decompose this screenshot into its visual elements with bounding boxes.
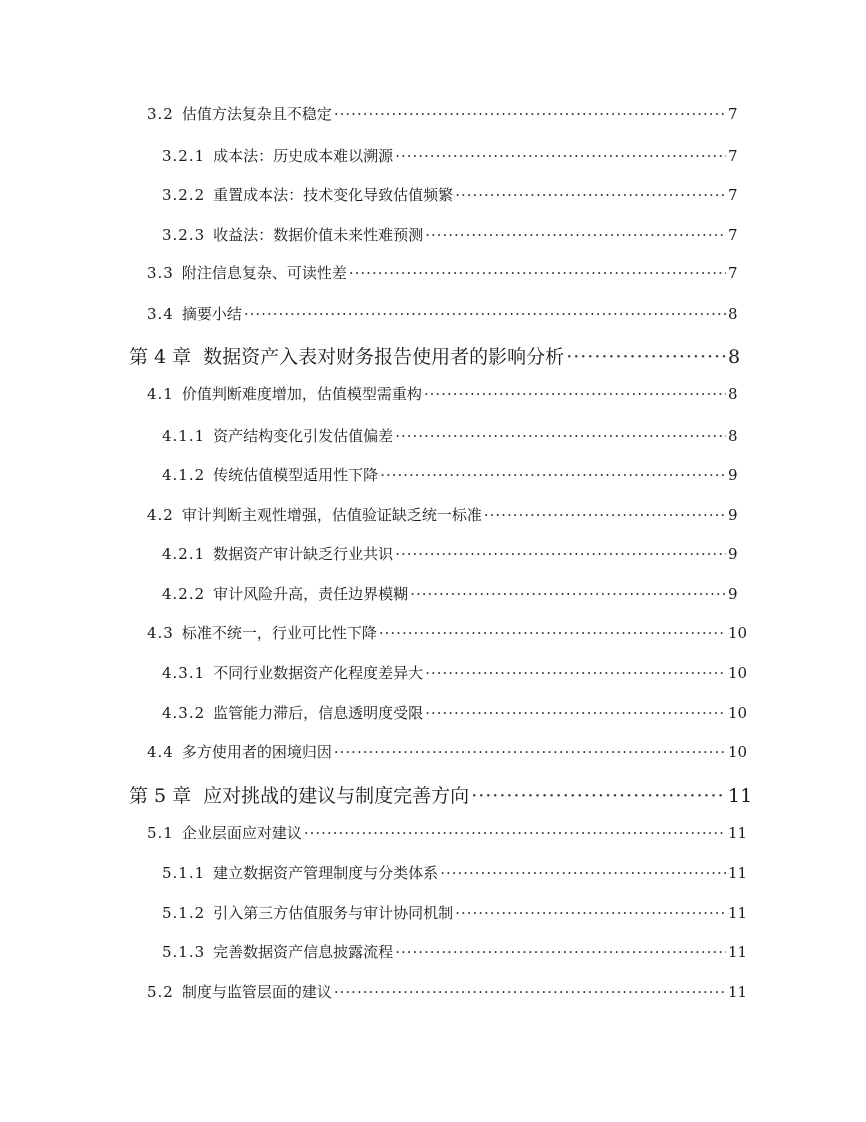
toc-entry-number: 5.1.3: [162, 943, 206, 961]
toc-entry[interactable]: [162, 662, 748, 683]
toc-dot-leader: [471, 785, 726, 807]
toc-entry[interactable]: [162, 583, 736, 604]
toc-dot-leader: [304, 824, 726, 842]
toc-dot-leader: [425, 226, 726, 244]
toc-entry-page: 8: [728, 305, 738, 323]
toc-entry-page: 11: [728, 904, 748, 922]
toc-entry-page: 7: [728, 105, 738, 123]
toc-entry-page: 8: [728, 346, 741, 368]
toc-dot-leader: [425, 704, 726, 722]
toc-entry-title: 收益法：数据价值未来性难预测: [213, 226, 424, 244]
toc-entry-number: 4.2.2: [162, 585, 206, 603]
toc-entry-number: 4.1: [147, 385, 174, 403]
toc-entry-number: 第 4 章: [129, 346, 192, 368]
toc-entry-title: 监管能力滞后，信息透明度受限: [213, 704, 424, 722]
toc-entry[interactable]: [162, 902, 748, 923]
toc-entry-page: 11: [728, 983, 748, 1001]
toc-entry-number: 4.2.1: [162, 545, 206, 563]
toc-entry-title: 应对挑战的建议与制度完善方向: [203, 785, 470, 807]
toc-entry-page: 9: [728, 506, 738, 524]
toc-dot-leader: [425, 664, 726, 682]
toc-entry-page: 9: [728, 466, 738, 484]
toc-entry[interactable]: [162, 862, 748, 883]
toc-entry[interactable]: [162, 184, 736, 205]
toc-entry[interactable]: [162, 702, 748, 723]
toc-entry-page: 7: [728, 226, 738, 244]
toc-dot-leader: [380, 466, 726, 484]
toc-entry-number: 4.3.1: [162, 664, 206, 682]
toc-entry[interactable]: [147, 741, 748, 762]
toc-entry-page: 11: [728, 824, 748, 842]
toc-entry[interactable]: [147, 822, 748, 843]
toc-entry[interactable]: [147, 303, 736, 324]
toc-entry-page: 11: [728, 943, 748, 961]
toc-entry[interactable]: [147, 103, 736, 124]
toc-entry-number: 4.3: [147, 624, 174, 642]
toc-entry[interactable]: [129, 342, 741, 369]
toc-dot-leader: [395, 943, 726, 961]
toc-entry-number: 4.4: [147, 743, 174, 761]
toc-dot-leader: [410, 585, 726, 603]
toc-dot-leader: [395, 545, 726, 563]
toc-entry-number: 5.1.1: [162, 864, 206, 882]
toc-entry-number: 第 5 章: [129, 785, 192, 807]
toc-dot-leader: [455, 904, 726, 922]
toc-entry-title: 成本法：历史成本难以溯源: [213, 147, 394, 165]
toc-entry[interactable]: [147, 262, 736, 283]
toc-entry-page: 7: [728, 147, 738, 165]
toc-entry[interactable]: [129, 781, 753, 808]
toc-entry-title: 建立数据资产管理制度与分类体系: [213, 864, 439, 882]
toc-entry-title: 审计风险升高，责任边界模糊: [213, 585, 409, 603]
toc-entry-page: 8: [728, 427, 738, 445]
toc-entry-title: 附注信息复杂、可读性差: [181, 264, 347, 282]
toc-entry-title: 引入第三方估值服务与审计协同机制: [213, 904, 454, 922]
toc-entry-number: 5.1.2: [162, 904, 206, 922]
toc-entry-number: 3.3: [147, 264, 174, 282]
toc-entry[interactable]: [162, 425, 736, 446]
toc-entry-title: 标准不统一，行业可比性下降: [181, 624, 377, 642]
toc-entry-title: 价值判断难度增加，估值模型需重构: [181, 385, 422, 403]
toc-entry-number: 5.2: [147, 983, 174, 1001]
toc-dot-leader: [334, 743, 726, 761]
toc-dot-leader: [484, 506, 726, 524]
toc-entry-title: 传统估值模型适用性下降: [213, 466, 379, 484]
toc-entry[interactable]: [147, 504, 736, 525]
toc-entry-page: 10: [728, 743, 748, 761]
toc-dot-leader: [424, 385, 726, 403]
toc-entry-number: 4.3.2: [162, 704, 206, 722]
toc-entry-number: 4.2: [147, 506, 174, 524]
toc-dot-leader: [455, 186, 726, 204]
toc-dot-leader: [244, 305, 726, 323]
toc-entry-title: 数据资产审计缺乏行业共识: [213, 545, 394, 563]
toc-entry-title: 估值方法复杂且不稳定: [181, 105, 332, 123]
toc-entry-title: 多方使用者的困境归因: [181, 743, 332, 761]
toc-dot-leader: [379, 624, 726, 642]
toc-entry-title: 资产结构变化引发估值偏差: [213, 427, 394, 445]
toc-entry-number: 3.2.1: [162, 147, 206, 165]
toc-entry-number: 3.2.2: [162, 186, 206, 204]
toc-entry-number: 4.1.2: [162, 466, 206, 484]
toc-dot-leader: [566, 346, 726, 368]
toc-entry[interactable]: [147, 383, 736, 404]
toc-entry-number: 3.2.3: [162, 226, 206, 244]
toc-entry-number: 4.1.1: [162, 427, 206, 445]
toc-dot-leader: [395, 427, 726, 445]
toc-entry-title: 完善数据资产信息披露流程: [213, 943, 394, 961]
toc-entry-page: 9: [728, 545, 738, 563]
toc-dot-leader: [334, 983, 726, 1001]
toc-entry-page: 11: [728, 864, 748, 882]
toc-entry-page: 10: [728, 704, 748, 722]
toc-entry-page: 11: [728, 785, 753, 807]
toc-entry-title: 制度与监管层面的建议: [181, 983, 332, 1001]
toc-entry-title: 审计判断主观性增强，估值验证缺乏统一标准: [181, 506, 482, 524]
toc-entry[interactable]: [162, 145, 736, 166]
toc-entry-title: 重置成本法：技术变化导致估值频繁: [213, 186, 454, 204]
toc-entry[interactable]: [162, 543, 736, 564]
toc-entry-title: 摘要小结: [181, 305, 242, 323]
toc-entry[interactable]: [162, 941, 748, 962]
toc-entry-page: 10: [728, 664, 748, 682]
toc-entry-page: 8: [728, 385, 738, 403]
toc-entry[interactable]: [147, 622, 748, 643]
toc-entry[interactable]: [162, 224, 736, 245]
toc-dot-leader: [349, 264, 726, 282]
toc-entry[interactable]: [147, 981, 748, 1002]
toc-entry-number: 3.4: [147, 305, 174, 323]
toc-dot-leader: [440, 864, 726, 882]
toc-entry-title: 不同行业数据资产化程度差异大: [213, 664, 424, 682]
toc-entry-number: 3.2: [147, 105, 174, 123]
toc-entry-page: 10: [728, 624, 748, 642]
toc-entry-number: 5.1: [147, 824, 174, 842]
toc-dot-leader: [395, 147, 726, 165]
toc-dot-leader: [334, 105, 726, 123]
toc-entry-page: 9: [728, 585, 738, 603]
toc-entry-page: 7: [728, 264, 738, 282]
toc-entry[interactable]: [162, 464, 736, 485]
toc-entry-title: 数据资产入表对财务报告使用者的影响分析: [203, 346, 565, 368]
toc-entry-title: 企业层面应对建议: [181, 824, 302, 842]
toc-entry-page: 7: [728, 186, 738, 204]
